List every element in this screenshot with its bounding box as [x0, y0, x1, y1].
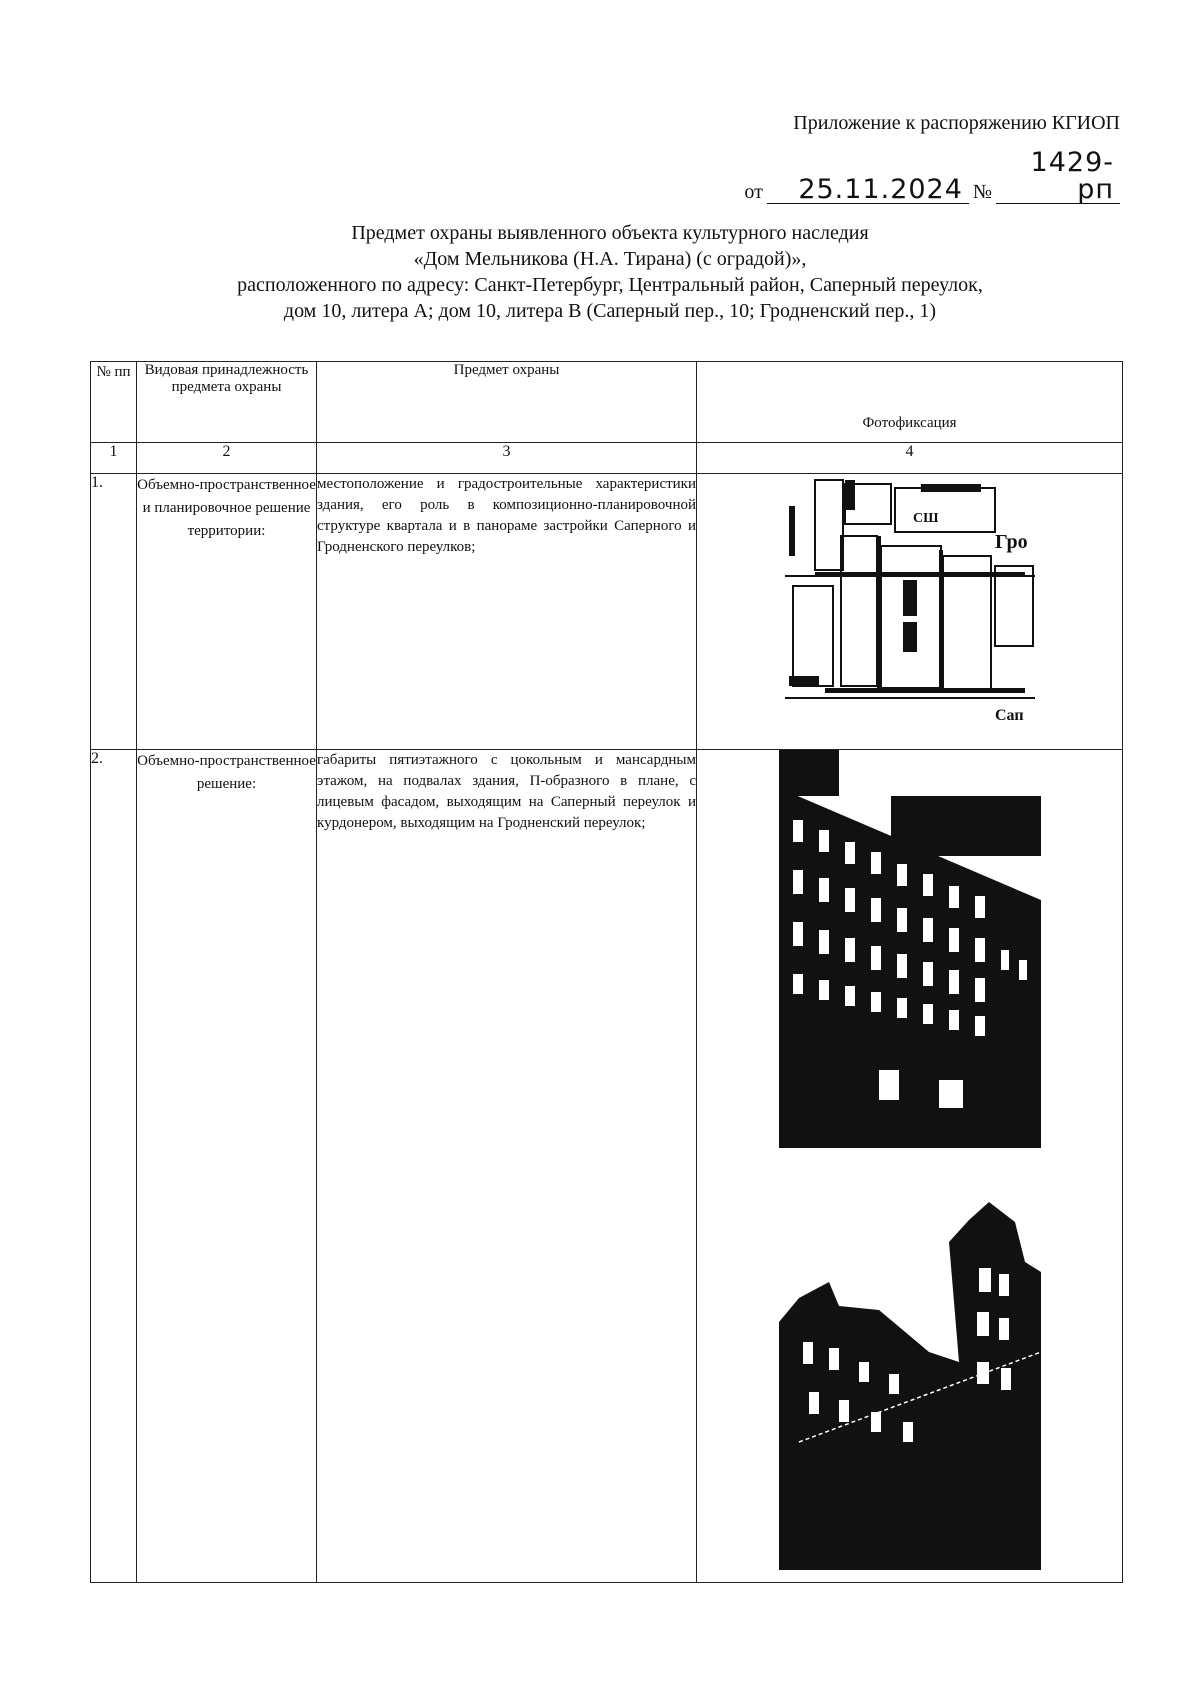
- title-line-3: расположенного по адресу: Санкт-Петербург, Центральный район, Саперный переулок,: [237, 274, 983, 296]
- row-index: 1.: [91, 474, 137, 750]
- header-photo: Фотофиксация: [697, 362, 1123, 443]
- building-corner-photo: [779, 1202, 1041, 1570]
- appendix-header: [660, 112, 1120, 204]
- row-kind: Объемно-пространственное решение:: [137, 750, 317, 1583]
- column-number-row: [91, 443, 1123, 474]
- map-label-sap: Сап: [994, 707, 1024, 724]
- row-kind: Объемно-пространственное и планировочное решение территории:: [137, 474, 317, 750]
- header-subject: Предмет охраны: [317, 362, 697, 443]
- table-row: [91, 474, 1123, 750]
- row-subject: местоположение и градостроительные характеристики здания, его роль в композиционно-планировочной структуре квартала и в панораме застройки Саперного и Гродненского переулков;: [317, 474, 697, 750]
- title-line-1: Предмет охраны выявленного объекта культурного наследия: [351, 222, 869, 244]
- from-label: от: [744, 181, 763, 203]
- map-label-gro: Гро: [994, 531, 1028, 553]
- site-plan-map: [785, 476, 1035, 724]
- col-number: 2: [137, 443, 317, 474]
- row-index: 2.: [91, 750, 137, 1583]
- protection-table: [90, 361, 1123, 1583]
- map-label-cshi: СШ: [912, 511, 938, 526]
- order-reference: [660, 149, 1120, 204]
- document-title: [90, 220, 1130, 324]
- header-num: № пп: [91, 362, 137, 443]
- row-photo-cell: [697, 474, 1123, 750]
- col-number: 1: [91, 443, 137, 474]
- order-date: 25.11.2024: [767, 176, 969, 204]
- row-photo-cell: [697, 750, 1123, 1583]
- appendix-title: Приложение к распоряжению КГИОП: [793, 112, 1120, 134]
- table-row: [91, 750, 1123, 1583]
- number-label: №: [972, 181, 992, 203]
- title-line-4: дом 10, литера А; дом 10, литера В (Саперный пер., 10; Гродненский пер., 1): [283, 300, 937, 322]
- header-kind: Видовая принадлежность предмета охраны: [137, 362, 317, 443]
- col-number: 3: [317, 443, 697, 474]
- table-header-row: [91, 362, 1123, 443]
- order-number: 1429-рп: [996, 149, 1120, 204]
- building-facade-photo: [779, 750, 1041, 1148]
- col-number: 4: [697, 443, 1123, 474]
- row-subject: габариты пятиэтажного с цокольным и мансардным этажом, на подвалах здания, П-образного в плане, с лицевым фасадом, выходящим на Саперный переулок и курдонером, выходящим на Гродненский переулок;: [317, 750, 697, 1583]
- title-line-2: «Дом Мельникова (Н.А. Тирана) (с оградой)»,: [413, 248, 807, 270]
